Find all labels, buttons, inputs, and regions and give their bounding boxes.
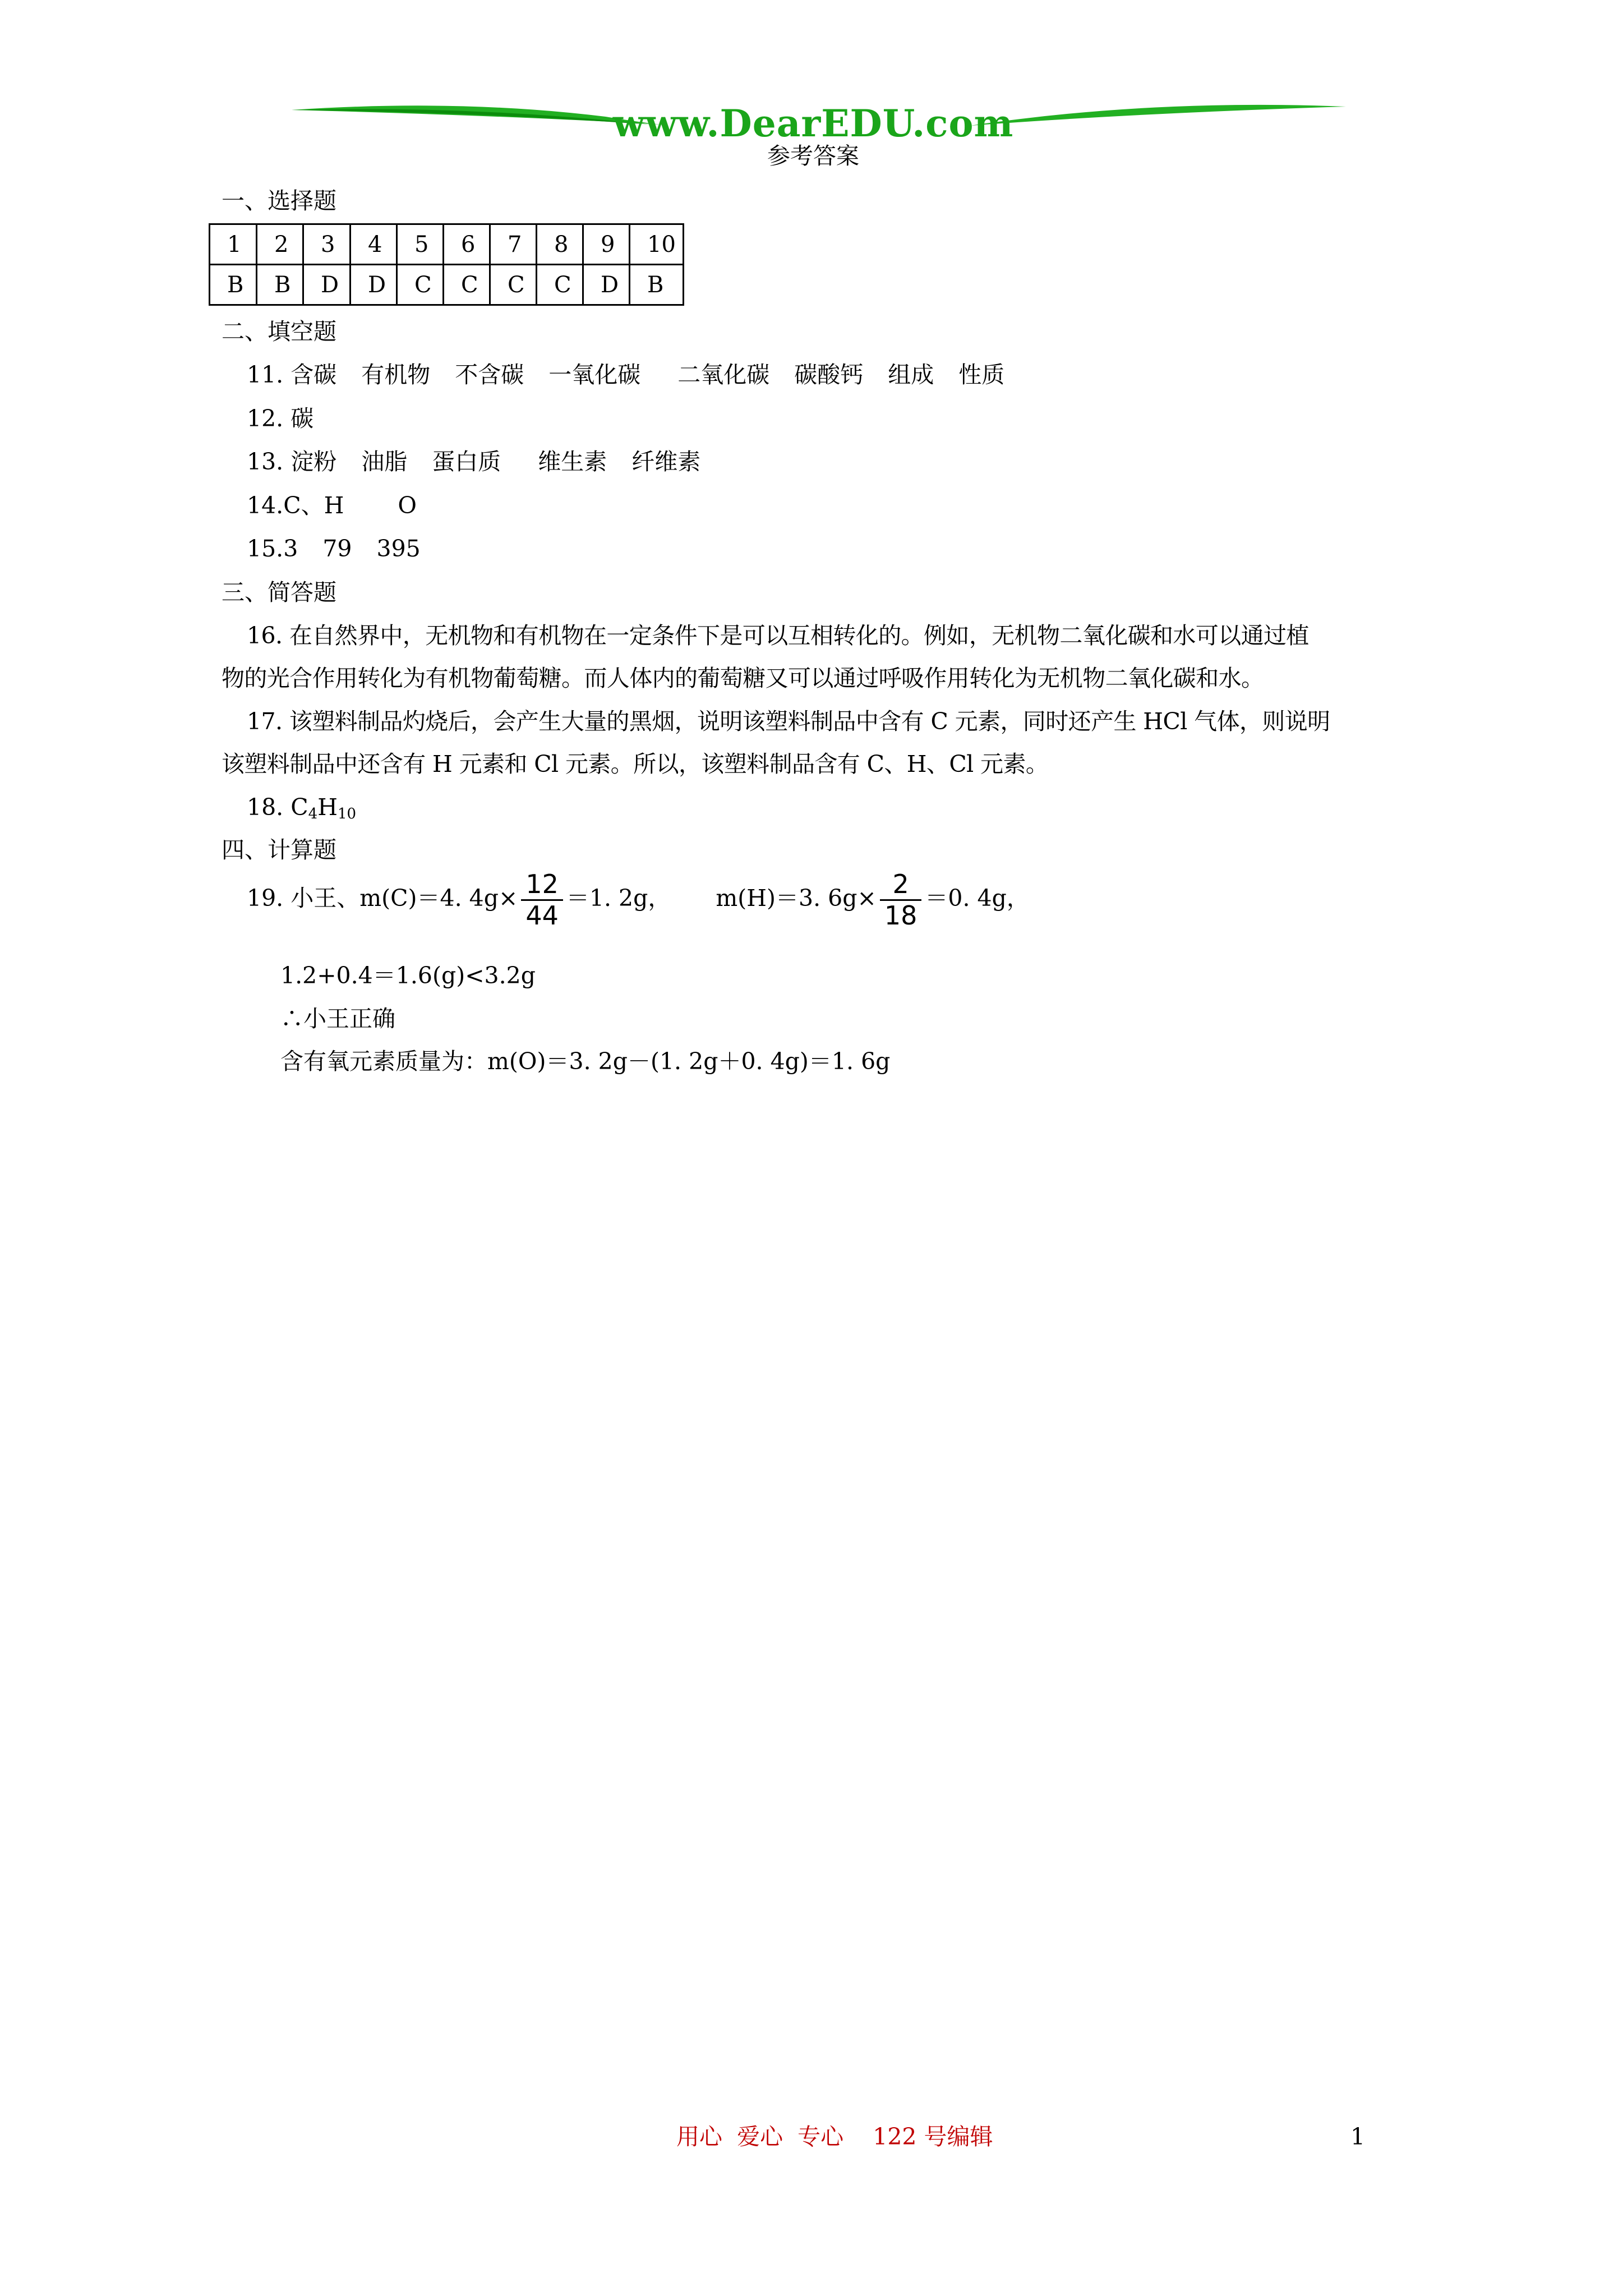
answer-19-line3: ∴小王正确 (280, 1005, 395, 1032)
answer-19-line4: 含有氧元素质量为：m(O)＝3. 2g－(1. 2g＋0. 4g)＝1. 6g (280, 1048, 891, 1075)
table-cell: D (351, 265, 397, 305)
section-heading-fill: 二、填空题 (222, 318, 336, 345)
table-row-answers (210, 265, 684, 305)
answer-line-12: 12. 碳 (247, 405, 314, 432)
answer-line-13: 13. 淀粉 油脂 蛋白质 维生素 纤维素 (247, 448, 701, 475)
table-cell: 4 (351, 224, 397, 265)
answer-17-line1: 17. 该塑料制品灼烧后，会产生大量的黑烟，说明该塑料制品中含有 C 元素，同时还产生 HCl 气体，则说明 (247, 708, 1330, 735)
table-cell: D (303, 265, 351, 305)
table-cell: 1 (210, 224, 257, 265)
document-title: 参考答案 (767, 142, 859, 169)
table-cell: 2 (257, 224, 303, 265)
answer-line-14: 14.C、H O (247, 492, 417, 519)
table-cell: 10 (630, 224, 684, 265)
answer-17-line2: 该塑料制品中还含有 H 元素和 Cl 元素。所以，该塑料制品含有 C、H、Cl 元素。 (222, 751, 1049, 777)
answer-18: 18. $C_4H_{10}$ (247, 794, 357, 822)
table-cell: C (537, 265, 583, 305)
table-cell: 6 (444, 224, 490, 265)
table-cell: 8 (537, 224, 583, 265)
table-cell: B (630, 265, 684, 305)
answer-line-15: 15.3 79 395 (247, 535, 421, 562)
table-row-numbers (210, 224, 684, 265)
answer-16-line1: 16. 在自然界中，无机物和有机物在一定条件下是可以互相转化的。例如，无机物二氧化碳和水可以通过植 (247, 622, 1309, 649)
page-number: 1 (1350, 2123, 1366, 2150)
table-cell: 3 (303, 224, 351, 265)
answer-table (209, 223, 684, 306)
table-cell: B (210, 265, 257, 305)
table-cell: 7 (490, 224, 537, 265)
table-cell: C (490, 265, 537, 305)
answer-19-line1: 19. 小王、m(C)＝4. 4g× $\frac{12}{44}$ ＝1. 2g， m(H)＝3. 6g× $\frac{2}{18}$ ＝0. 4g， (247, 869, 1030, 931)
answer-19-line2: 1.2+0.4＝1.6(g)<3.2g (280, 962, 536, 989)
site-logo: www.DearEDU.com (612, 102, 1014, 145)
fraction-2-18: $\frac{2}{18}$ (880, 869, 922, 931)
section-heading-calculation: 四、计算题 (222, 836, 336, 863)
footer-editor-note: 用心 爱心 专心 122 号编辑 (676, 2123, 993, 2150)
fraction-12-44: $\frac{12}{44}$ (521, 869, 563, 931)
table-cell: B (257, 265, 303, 305)
table-cell: 9 (583, 224, 630, 265)
table-cell: D (583, 265, 630, 305)
table-cell: 5 (397, 224, 444, 265)
answer-line-11: 11. 含碳 有机物 不含碳 一氧化碳 二氧化碳 碳酸钙 组成 性质 (247, 361, 1005, 388)
section-heading-choice: 一、选择题 (222, 187, 336, 214)
answer-16-line2: 物的光合作用转化为有机物葡萄糖。而人体内的葡萄糖又可以通过呼吸作用转化为无机物二氧化碳和水。 (222, 665, 1264, 692)
table-cell: C (397, 265, 444, 305)
section-heading-short-answer: 三、简答题 (222, 579, 336, 606)
table-cell: C (444, 265, 490, 305)
